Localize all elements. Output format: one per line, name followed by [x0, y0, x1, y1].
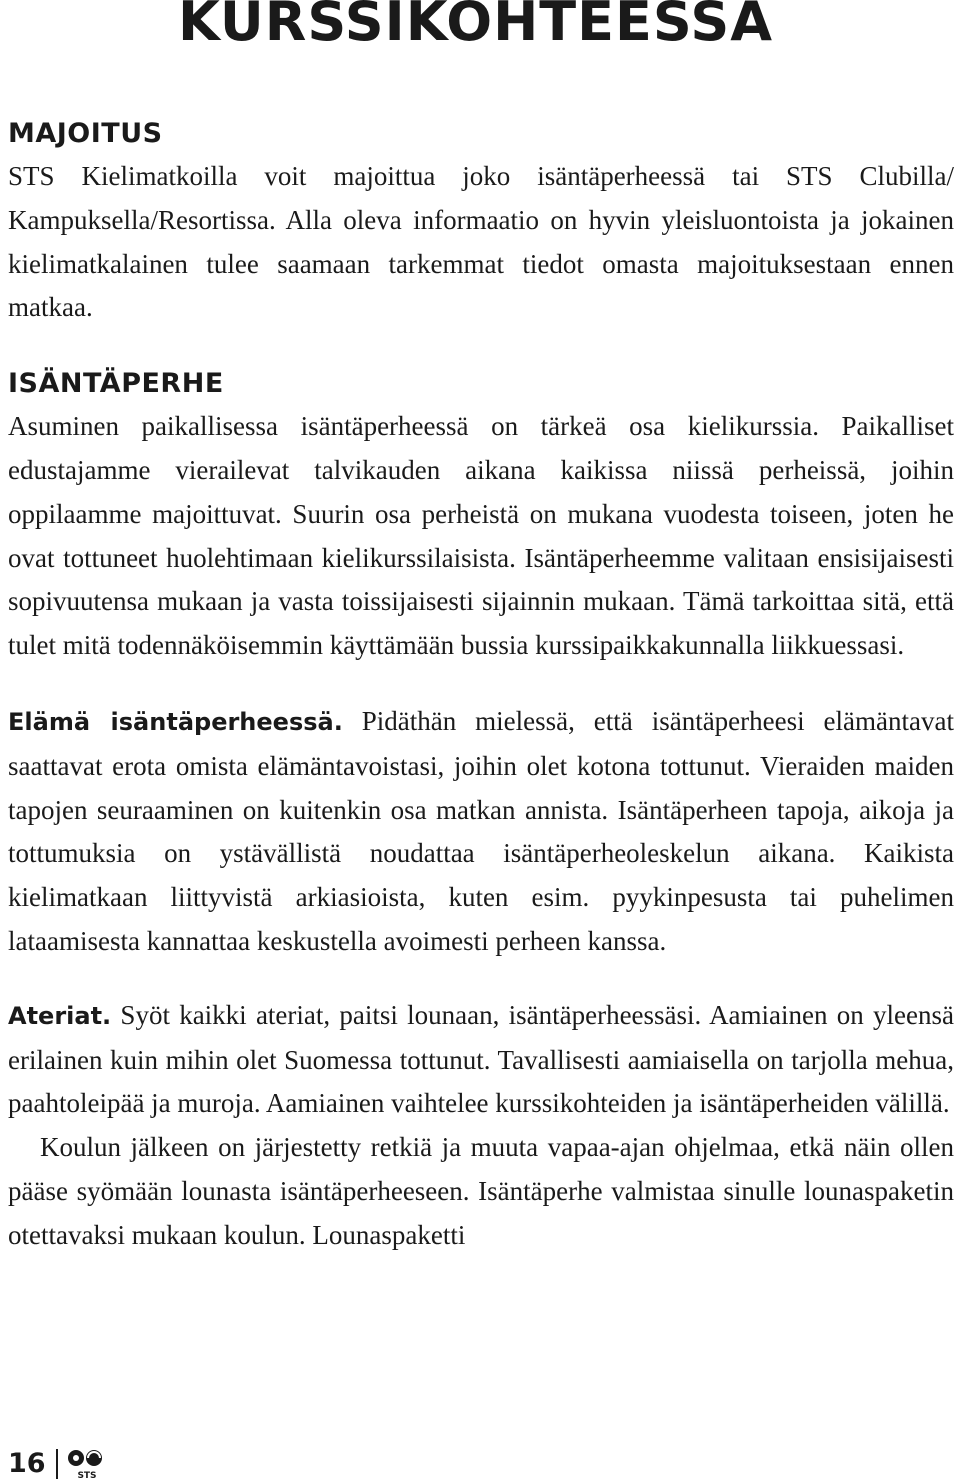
sts-logo-icon — [66, 1447, 108, 1481]
section-heading-isantaperhe: ISÄNTÄPERHE — [8, 368, 224, 400]
lead-elama: Elämä isäntäperheessä. — [8, 707, 343, 736]
paragraph-ateriat-continued: Koulun jälkeen on järjestetty retkiä ja muuta vapaa-ajan ohjelmaa, etkä näin ollen pääse syömään lounasta isäntäperheeseen. Isäntäperhe valmistaa sinulle lounaspaketin otettavaksi mukaan koulun. Lounaspaketti — [8, 1132, 954, 1250]
paragraph-elama — [8, 700, 954, 964]
text-ateriat: Syöt kaikki ateriat, paitsi lounaan, isäntäperheessäsi. Aamiainen on yleensä erilainen kuin mihin olet Suomessa tottunut. Tavallisesti aamiaisella on tarjolla mehua, paahtoleipää ja muroja. Aamiainen vaihtelee kurssikohteiden ja isäntäperheiden välillä. — [8, 999, 954, 1119]
page-title: KURSSIKOHTEESSA — [178, 0, 774, 53]
article-body — [8, 113, 954, 1258]
page-footer — [8, 1446, 108, 1482]
text-elama: Pidäthän mielessä, että isäntäperheesi elämäntavat saattavat erota omista elämäntavoistasi, joihin olet kotona tottunut. Vieraiden maiden tapojen seuraaminen on kuitenkin osa matkan annista. Isäntäperheen tapoja, aikoja ja tottumuksia on ystävällistä noudattaa isäntäperheoleskelun aikana. Kaikista kielimatkaan liittyvistä arkiasioista, kuten esim. pyykinpesusta tai puhelimen lataamisesta kannattaa keskustella avoimesti perheen kanssa. — [8, 705, 954, 956]
paragraph-majoitus: STS Kielimatkoilla voit majoittua joko isäntäperheessä tai STS Clubilla/ Kampuksella/Resortissa. Alla oleva informaatio on hyvin yleisluontoista ja jokainen kielimatkalainen tulee saamaan tarkemmat tiedot omasta majoituksestaan ennen matkaa. — [8, 161, 954, 323]
section-heading-majoitus: MAJOITUS — [8, 118, 163, 149]
paragraph-isantaperhe: Asuminen paikallisessa isäntäperheessä on tärkeä osa kielikurssia. Paikalliset edustajamme vierailevat talvikauden aikana kaikissa niissä perheissä, joihin oppilaamme majoittuvat. Suurin osa perheistä on mukana vuodesta toiseen, joten he ovat tottuneet huolehtimaan kielikurssilaisista. Isäntäperheemme valitaan ensisijaisesti sopivuutensa mukaan ja vasta toissijaisesti sijainnin mukaan. Tämä tarkoittaa sitä, että tulet mitä todennäköisemmin käyttämään bussia kurssipaikkakunnalla liikkuessasi. — [8, 411, 954, 661]
page-number: 16 — [8, 1448, 46, 1479]
lead-ateriat: Ateriat. — [8, 1001, 112, 1030]
logo-text: STS — [77, 1471, 97, 1481]
footer-divider — [56, 1449, 58, 1479]
paragraph-ateriat — [8, 994, 954, 1126]
